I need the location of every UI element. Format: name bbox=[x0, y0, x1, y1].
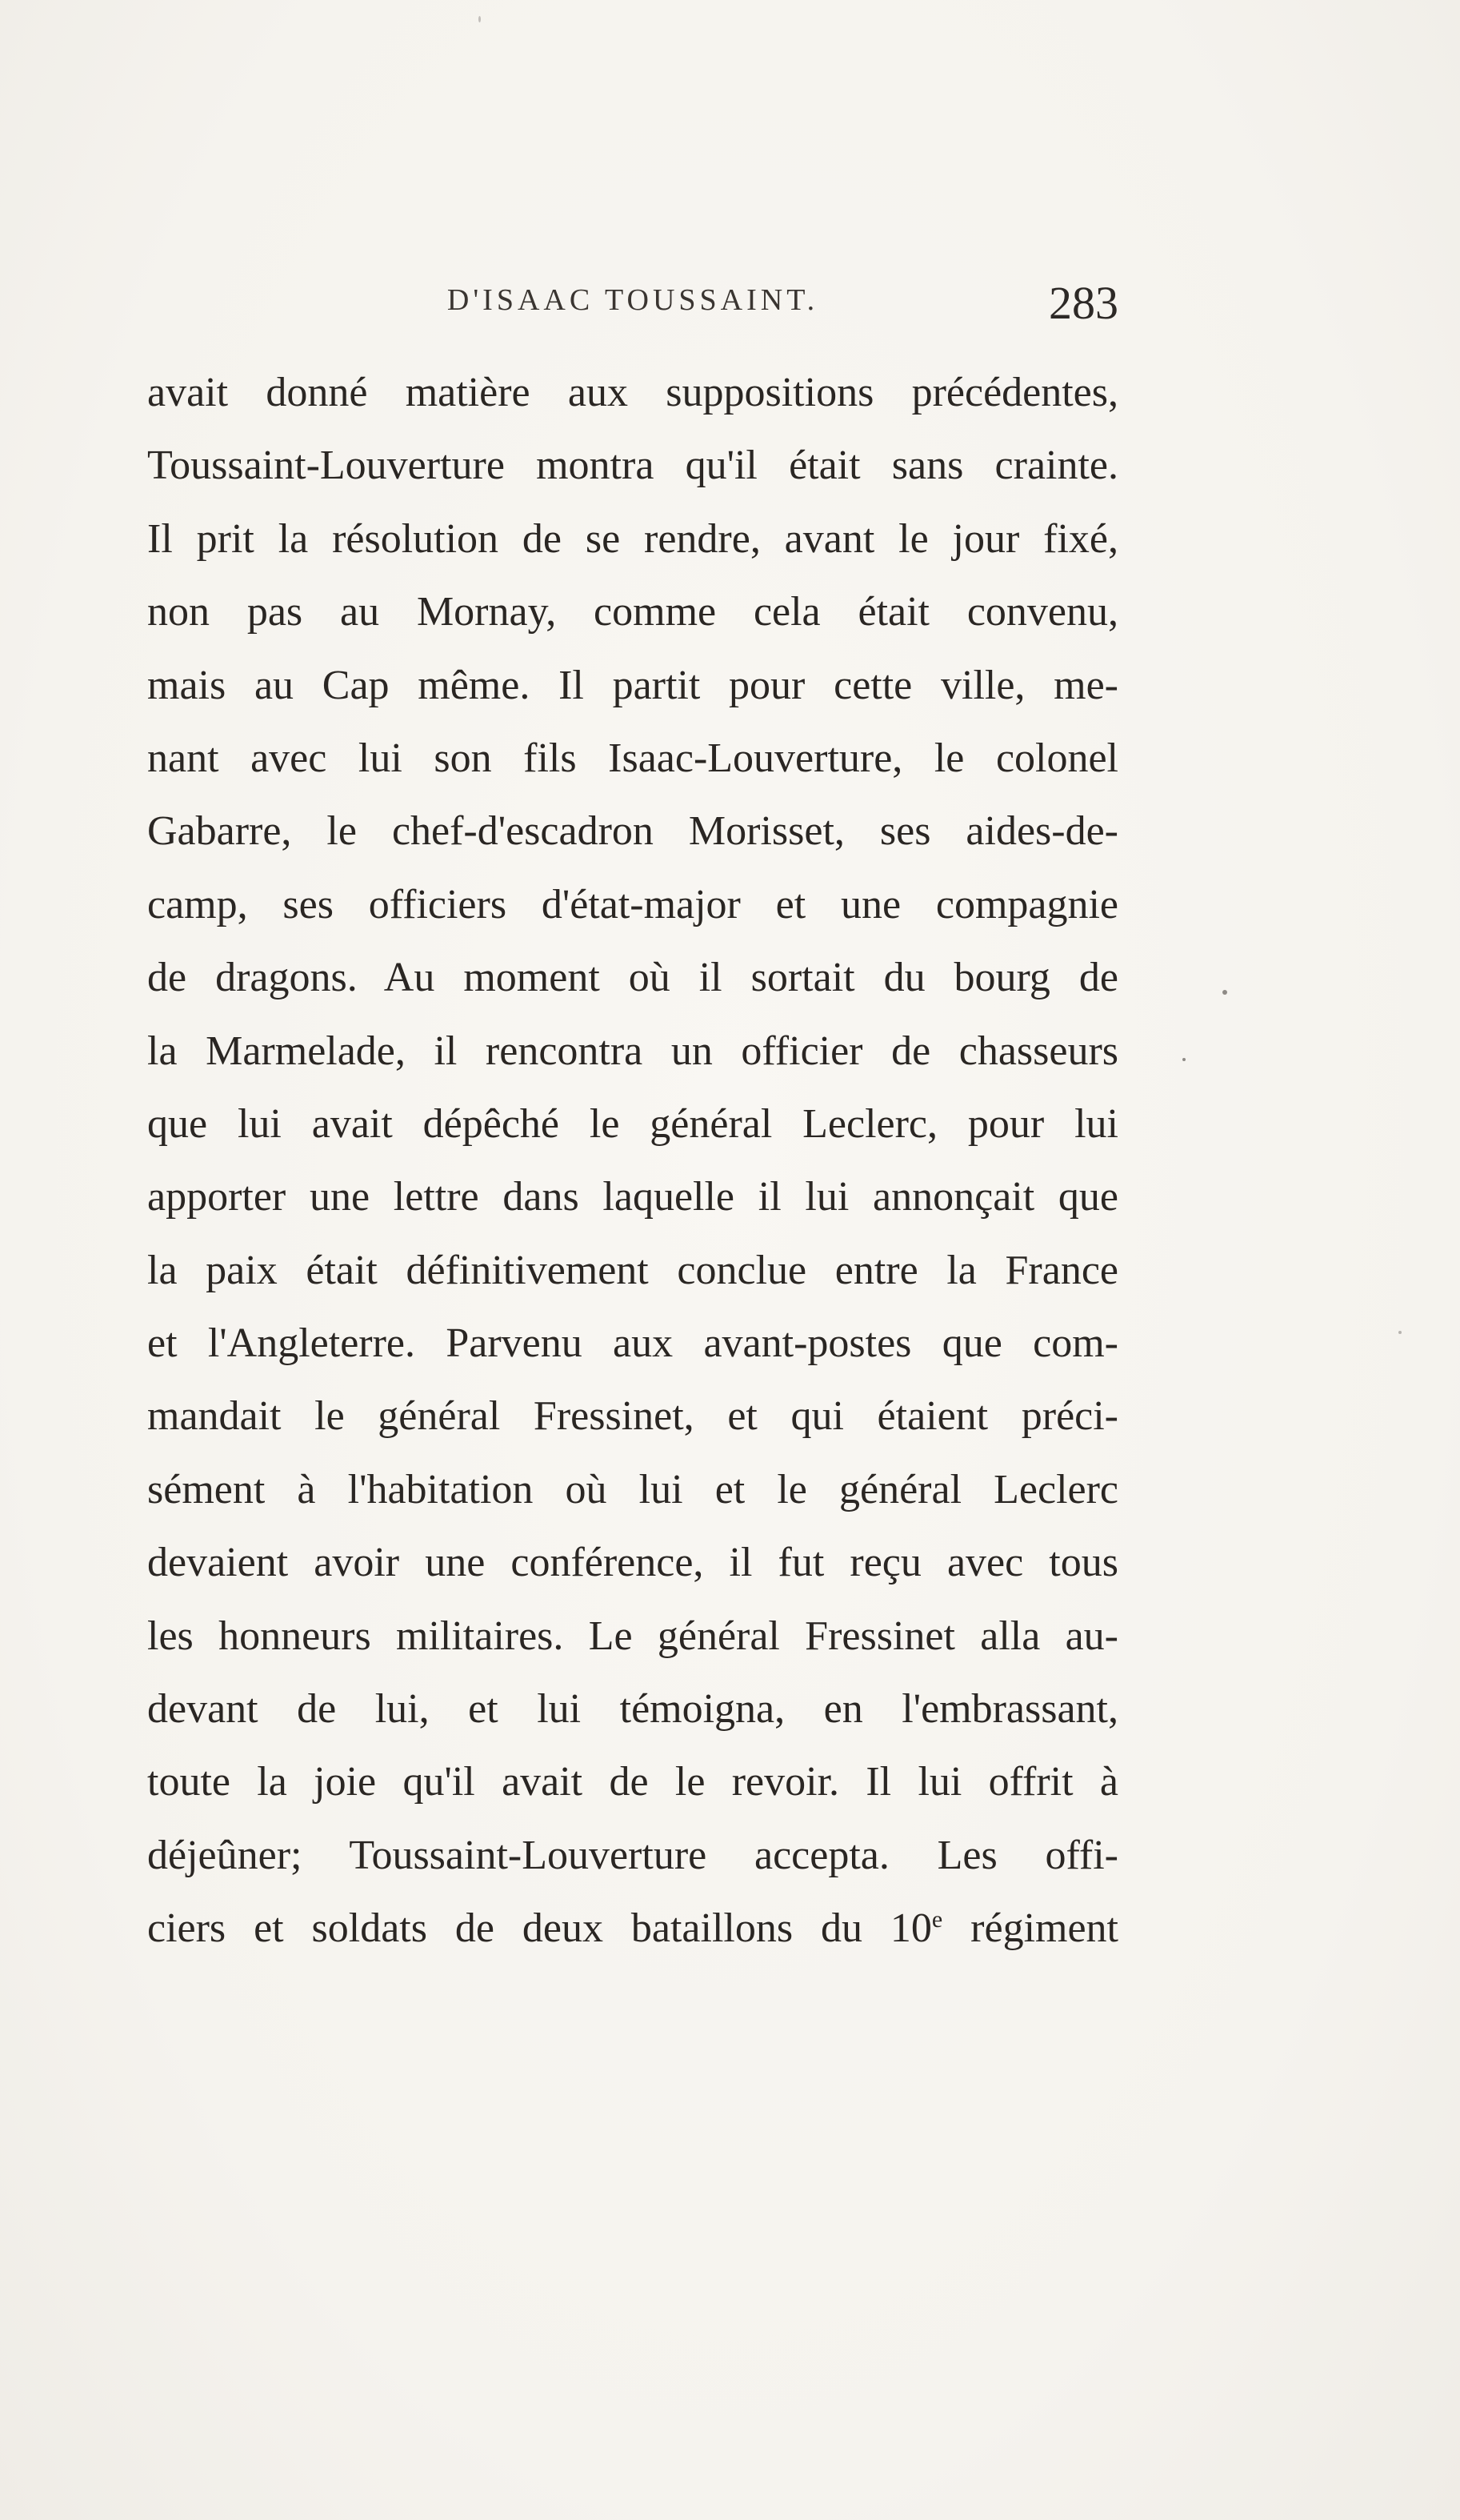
text-line-11: que lui avait dépêché le général Leclerc, pour lui bbox=[147, 1100, 1118, 1147]
text-line-13: la paix était définitivement conclue entre la France bbox=[147, 1247, 1118, 1293]
text-line-19: devant de lui, et lui témoigna, en l'embrassant, bbox=[147, 1686, 1118, 1733]
text-line-20: toute la joie qu'il avait de le revoir. Il lui offrit à bbox=[147, 1759, 1118, 1805]
text-line-18: les honneurs militaires. Le général Fressinet alla au- bbox=[147, 1613, 1118, 1659]
text-line-15: mandait le général Fressinet, et qui étaient préci- bbox=[147, 1393, 1118, 1440]
text-line-12: apporter une lettre dans laquelle il lui annonçait que bbox=[147, 1174, 1118, 1220]
text-line-1: avait donné matière aux suppositions précédentes, bbox=[147, 370, 1118, 415]
text-line-14: et l'Angleterre. Parvenu aux avant-postes que com- bbox=[147, 1320, 1118, 1367]
body-text bbox=[147, 356, 1118, 1965]
text-line-4: non pas au Mornay, comme cela était convenu, bbox=[147, 589, 1118, 635]
text-line-17: devaient avoir une conférence, il fut reçu avec tous bbox=[147, 1540, 1118, 1586]
paper-speck bbox=[1182, 1058, 1186, 1061]
text-line-5: mais au Cap même. Il partit pour cette ville, me- bbox=[147, 662, 1118, 708]
text-line-9: de dragons. Au moment où il sortait du bourg de bbox=[147, 955, 1118, 1001]
paper-speck bbox=[1222, 990, 1227, 995]
running-title: D'ISAAC TOUSSAINT. bbox=[446, 283, 819, 317]
paper-speck bbox=[478, 16, 481, 22]
text-line-22 bbox=[147, 1892, 1118, 1965]
text-line-8: camp, ses officiers d'état-major et une compagnie bbox=[147, 881, 1118, 927]
text-line-21: déjeûner; Toussaint-Louverture accepta. Les offi- bbox=[147, 1832, 1118, 1878]
text-line-22-start: ciers et soldats de deux bataillons du 10 bbox=[147, 1905, 932, 1952]
paper-speck bbox=[1398, 1331, 1402, 1334]
text-line-3: Il prit la résolution de se rendre, avant le jour fixé, bbox=[147, 515, 1118, 562]
text-line-6: nant avec lui son fils Isaac-Louverture, le colonel bbox=[147, 735, 1118, 781]
text-line-10: la Marmelade, il rencontra un officier de chasseurs bbox=[147, 1028, 1118, 1074]
text-line-7: Gabarre, le chef-d'escadron Morisset, ses aides-de- bbox=[147, 808, 1118, 855]
running-head bbox=[147, 276, 1118, 340]
page-number: 283 bbox=[1049, 277, 1118, 329]
ordinal-superscript: e bbox=[931, 1906, 943, 1933]
text-line-2: Toussaint-Louverture montra qu'il était sans crainte. bbox=[147, 443, 1118, 489]
text-line-22-end: régiment bbox=[942, 1905, 1118, 1952]
text-line-16: sément à l'habitation où lui et le général Leclerc bbox=[147, 1466, 1118, 1512]
